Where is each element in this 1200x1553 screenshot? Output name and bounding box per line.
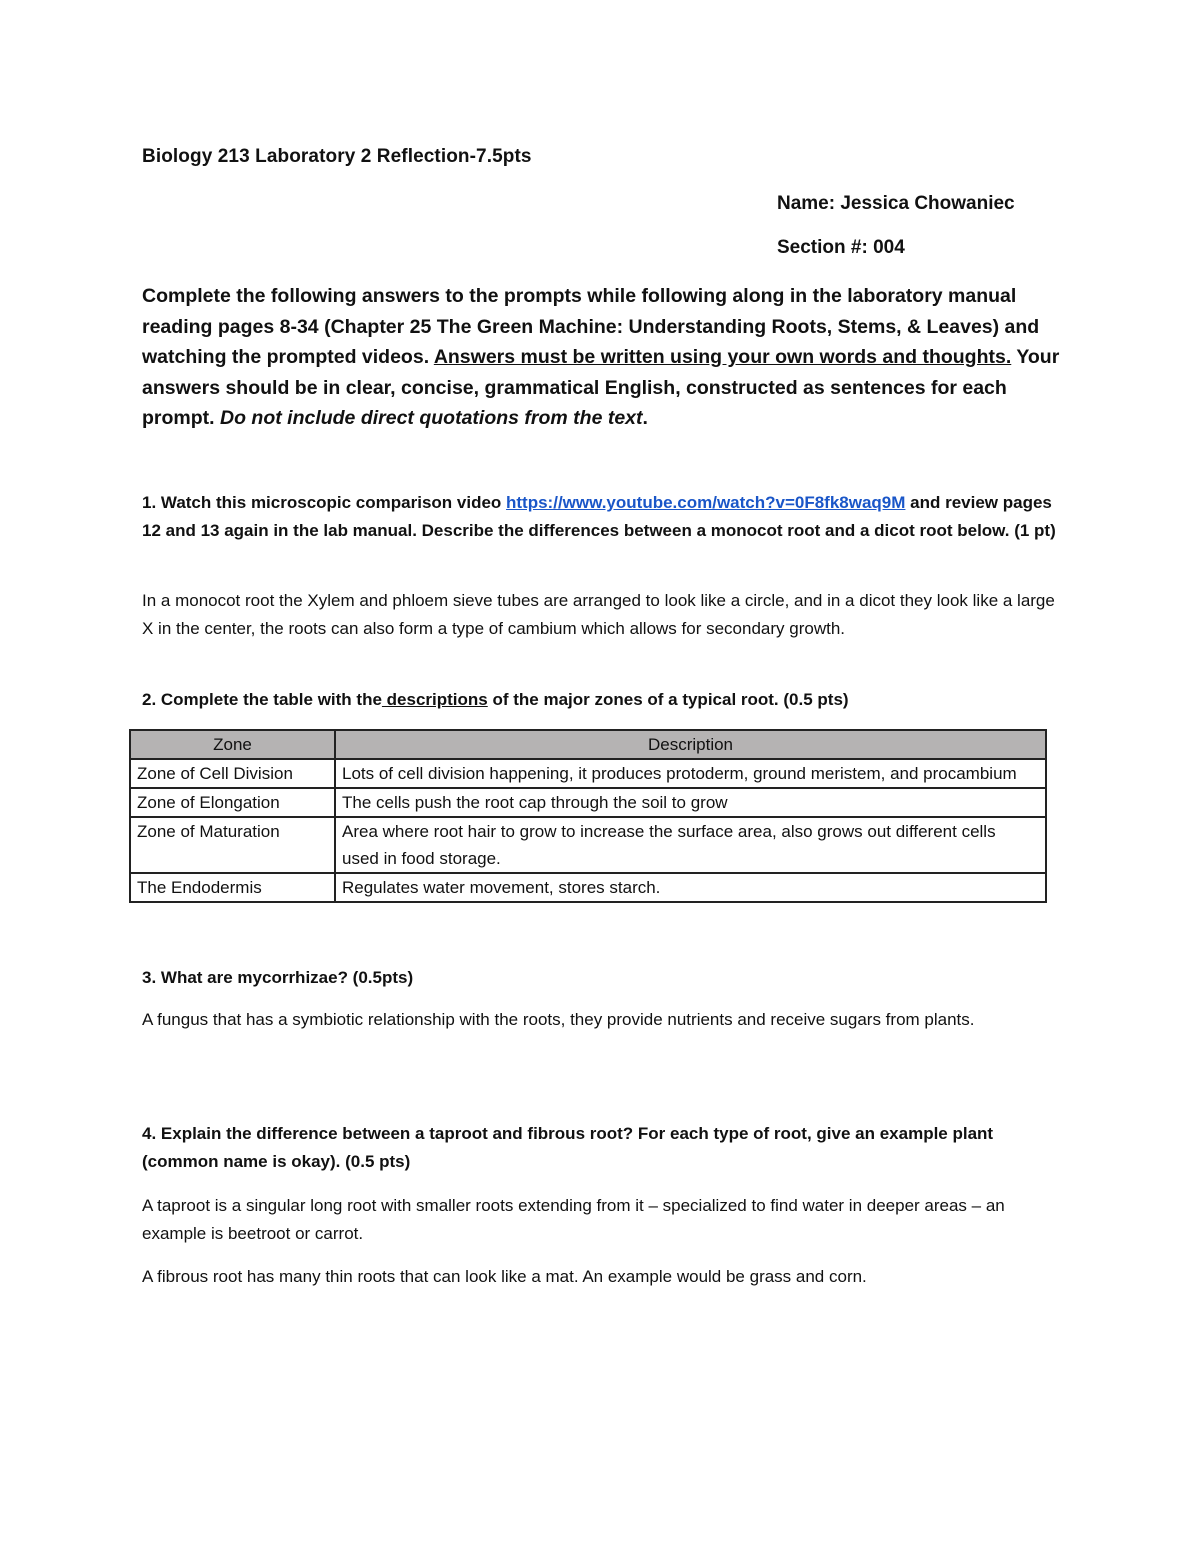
- answer-4-fibrous: A fibrous root has many thin roots that can look like a mat. An example would be grass and corn.: [142, 1267, 867, 1286]
- table-row: [130, 873, 1046, 902]
- table-header-zone: Zone: [130, 730, 335, 759]
- table-header-row: [130, 730, 1046, 759]
- instructions-paragraph: [142, 281, 1062, 434]
- question-2-text-2: of the major zones of a typical root. (0.5 pts): [487, 690, 849, 709]
- description-cell: Lots of cell division happening, it produces protoderm, ground meristem, and procambium: [335, 759, 1046, 788]
- description-cell: Area where root hair to grow to increase the surface area, also grows out different cells used in food storage.: [335, 817, 1046, 873]
- zone-cell: Zone of Cell Division: [130, 759, 335, 788]
- zone-cell: Zone of Maturation: [130, 817, 335, 873]
- table-row: [130, 788, 1046, 817]
- section-number: Section #: 004: [777, 237, 905, 258]
- instructions-text-2: Your answers should be in clear, concise, grammatical English, constructed as sentences for each prompt.: [142, 346, 1060, 429]
- instructions-text: Complete the following answers to the prompts while following along in the laboratory manual reading pages 8-34 (Chapter 25 The Green Machine: Understanding Roots, Stems, & Leaves) and watching the prompted videos.: [142, 285, 1040, 368]
- table-header-description: Description: [335, 730, 1046, 759]
- answer-1: In a monocot root the Xylem and phloem sieve tubes are arranged to look like a circle, and in a dicot they look like a large X in the center, the roots can also form a type of cambium which allows for secondary growth.: [142, 591, 1055, 638]
- instructions-end: .: [642, 407, 648, 429]
- document-title: Biology 213 Laboratory 2 Reflection-7.5pts: [142, 146, 532, 167]
- instructions-italic: Do not include direct quotations from the text: [220, 407, 643, 429]
- question-2: [142, 686, 1062, 714]
- answer-4-taproot: A taproot is a singular long root with smaller roots extending from it – specialized to find water in deeper areas – an example is beetroot or carrot.: [142, 1196, 1005, 1243]
- answer-3: A fungus that has a symbiotic relationship with the roots, they provide nutrients and receive sugars from plants.: [142, 1010, 975, 1029]
- root-zones-table: [129, 729, 1047, 903]
- question-1: [142, 489, 1062, 545]
- table-row: [130, 759, 1046, 788]
- question-2-underlined: descriptions: [381, 690, 488, 709]
- instructions-underlined: Answers must be written using your own words and thoughts.: [433, 346, 1012, 368]
- question-2-text: 2. Complete the table with the: [142, 690, 382, 709]
- zone-cell: The Endodermis: [130, 873, 335, 902]
- question-1-text-2: and review pages 12 and 13 again in the lab manual. Describe the differences between a monocot root and a dicot root below. (1 pt): [142, 493, 1056, 540]
- description-cell: Regulates water movement, stores starch.: [335, 873, 1046, 902]
- description-cell: The cells push the root cap through the soil to grow: [335, 788, 1046, 817]
- student-name: Name: Jessica Chowaniec: [777, 193, 1015, 214]
- table-row: [130, 817, 1046, 873]
- video-link[interactable]: https://www.youtube.com/watch?v=0F8fk8waq9M: [506, 493, 906, 512]
- question-4: 4. Explain the difference between a taproot and fibrous root? For each type of root, give an example plant (common name is okay). (0.5 pts): [142, 1124, 994, 1171]
- question-1-text: 1. Watch this microscopic comparison video: [142, 493, 507, 512]
- question-3: 3. What are mycorrhizae? (0.5pts): [142, 968, 414, 987]
- zone-cell: Zone of Elongation: [130, 788, 335, 817]
